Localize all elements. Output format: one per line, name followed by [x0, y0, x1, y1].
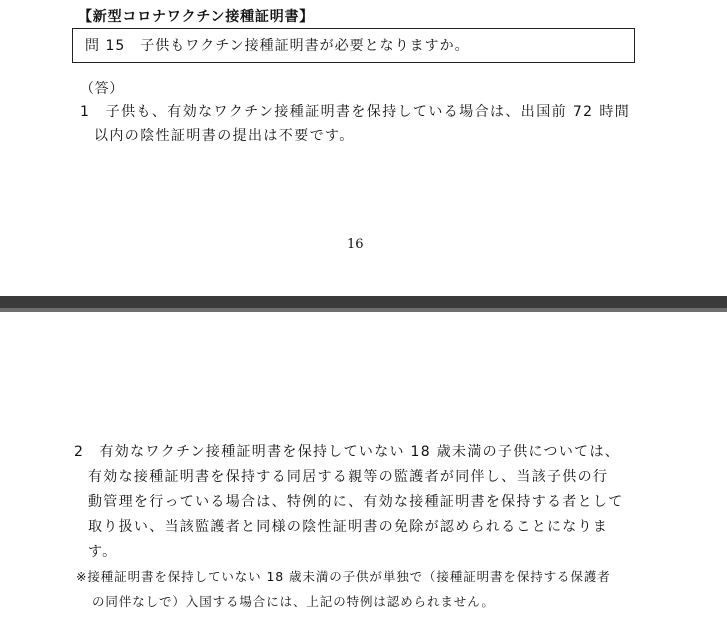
document-page-16	[0, 0, 727, 296]
answer-2-line-3: 動管理を行っている場合は、特例的に、有効な接種証明書を保持する者として	[88, 494, 624, 510]
answer-label: （答）	[80, 81, 124, 97]
answer-2-line-4: 取り扱い、当該監護者と同様の陰性証明書の免除が認められることになりま	[88, 519, 609, 535]
answer-2-line-1: 2 有効なワクチン接種証明書を保持していない 18 歳未満の子供については、	[74, 444, 621, 460]
question-box	[72, 28, 635, 63]
answer-2-line-2: 有効な接種証明書を保持する同居する親等の監護者が同伴し、当該子供の行	[88, 469, 609, 485]
question-text: 問 15 子供もワクチン接種証明書が必要となりますか。	[85, 38, 470, 54]
answer-1-line-1: 1 子供も、有効なワクチン接種証明書を保持している場合は、出国前 72 時間	[80, 104, 631, 120]
page-separator	[0, 296, 727, 312]
answer-2-line-5: す。	[88, 544, 118, 560]
page-number: 16	[347, 237, 364, 252]
document-page-17	[0, 312, 727, 623]
section-title: 【新型コロナワクチン接種証明書】	[78, 9, 315, 25]
answer-1-line-2: 以内の陰性証明書の提出は不要です。	[94, 128, 355, 144]
note-line-2: の同伴なしで）入国する場合には、上記の特例は認められません。	[92, 594, 495, 609]
note-line-1: ※接種証明書を保持していない 18 歳未満の子供が単独で（接種証明書を保持する保護者	[76, 569, 611, 584]
